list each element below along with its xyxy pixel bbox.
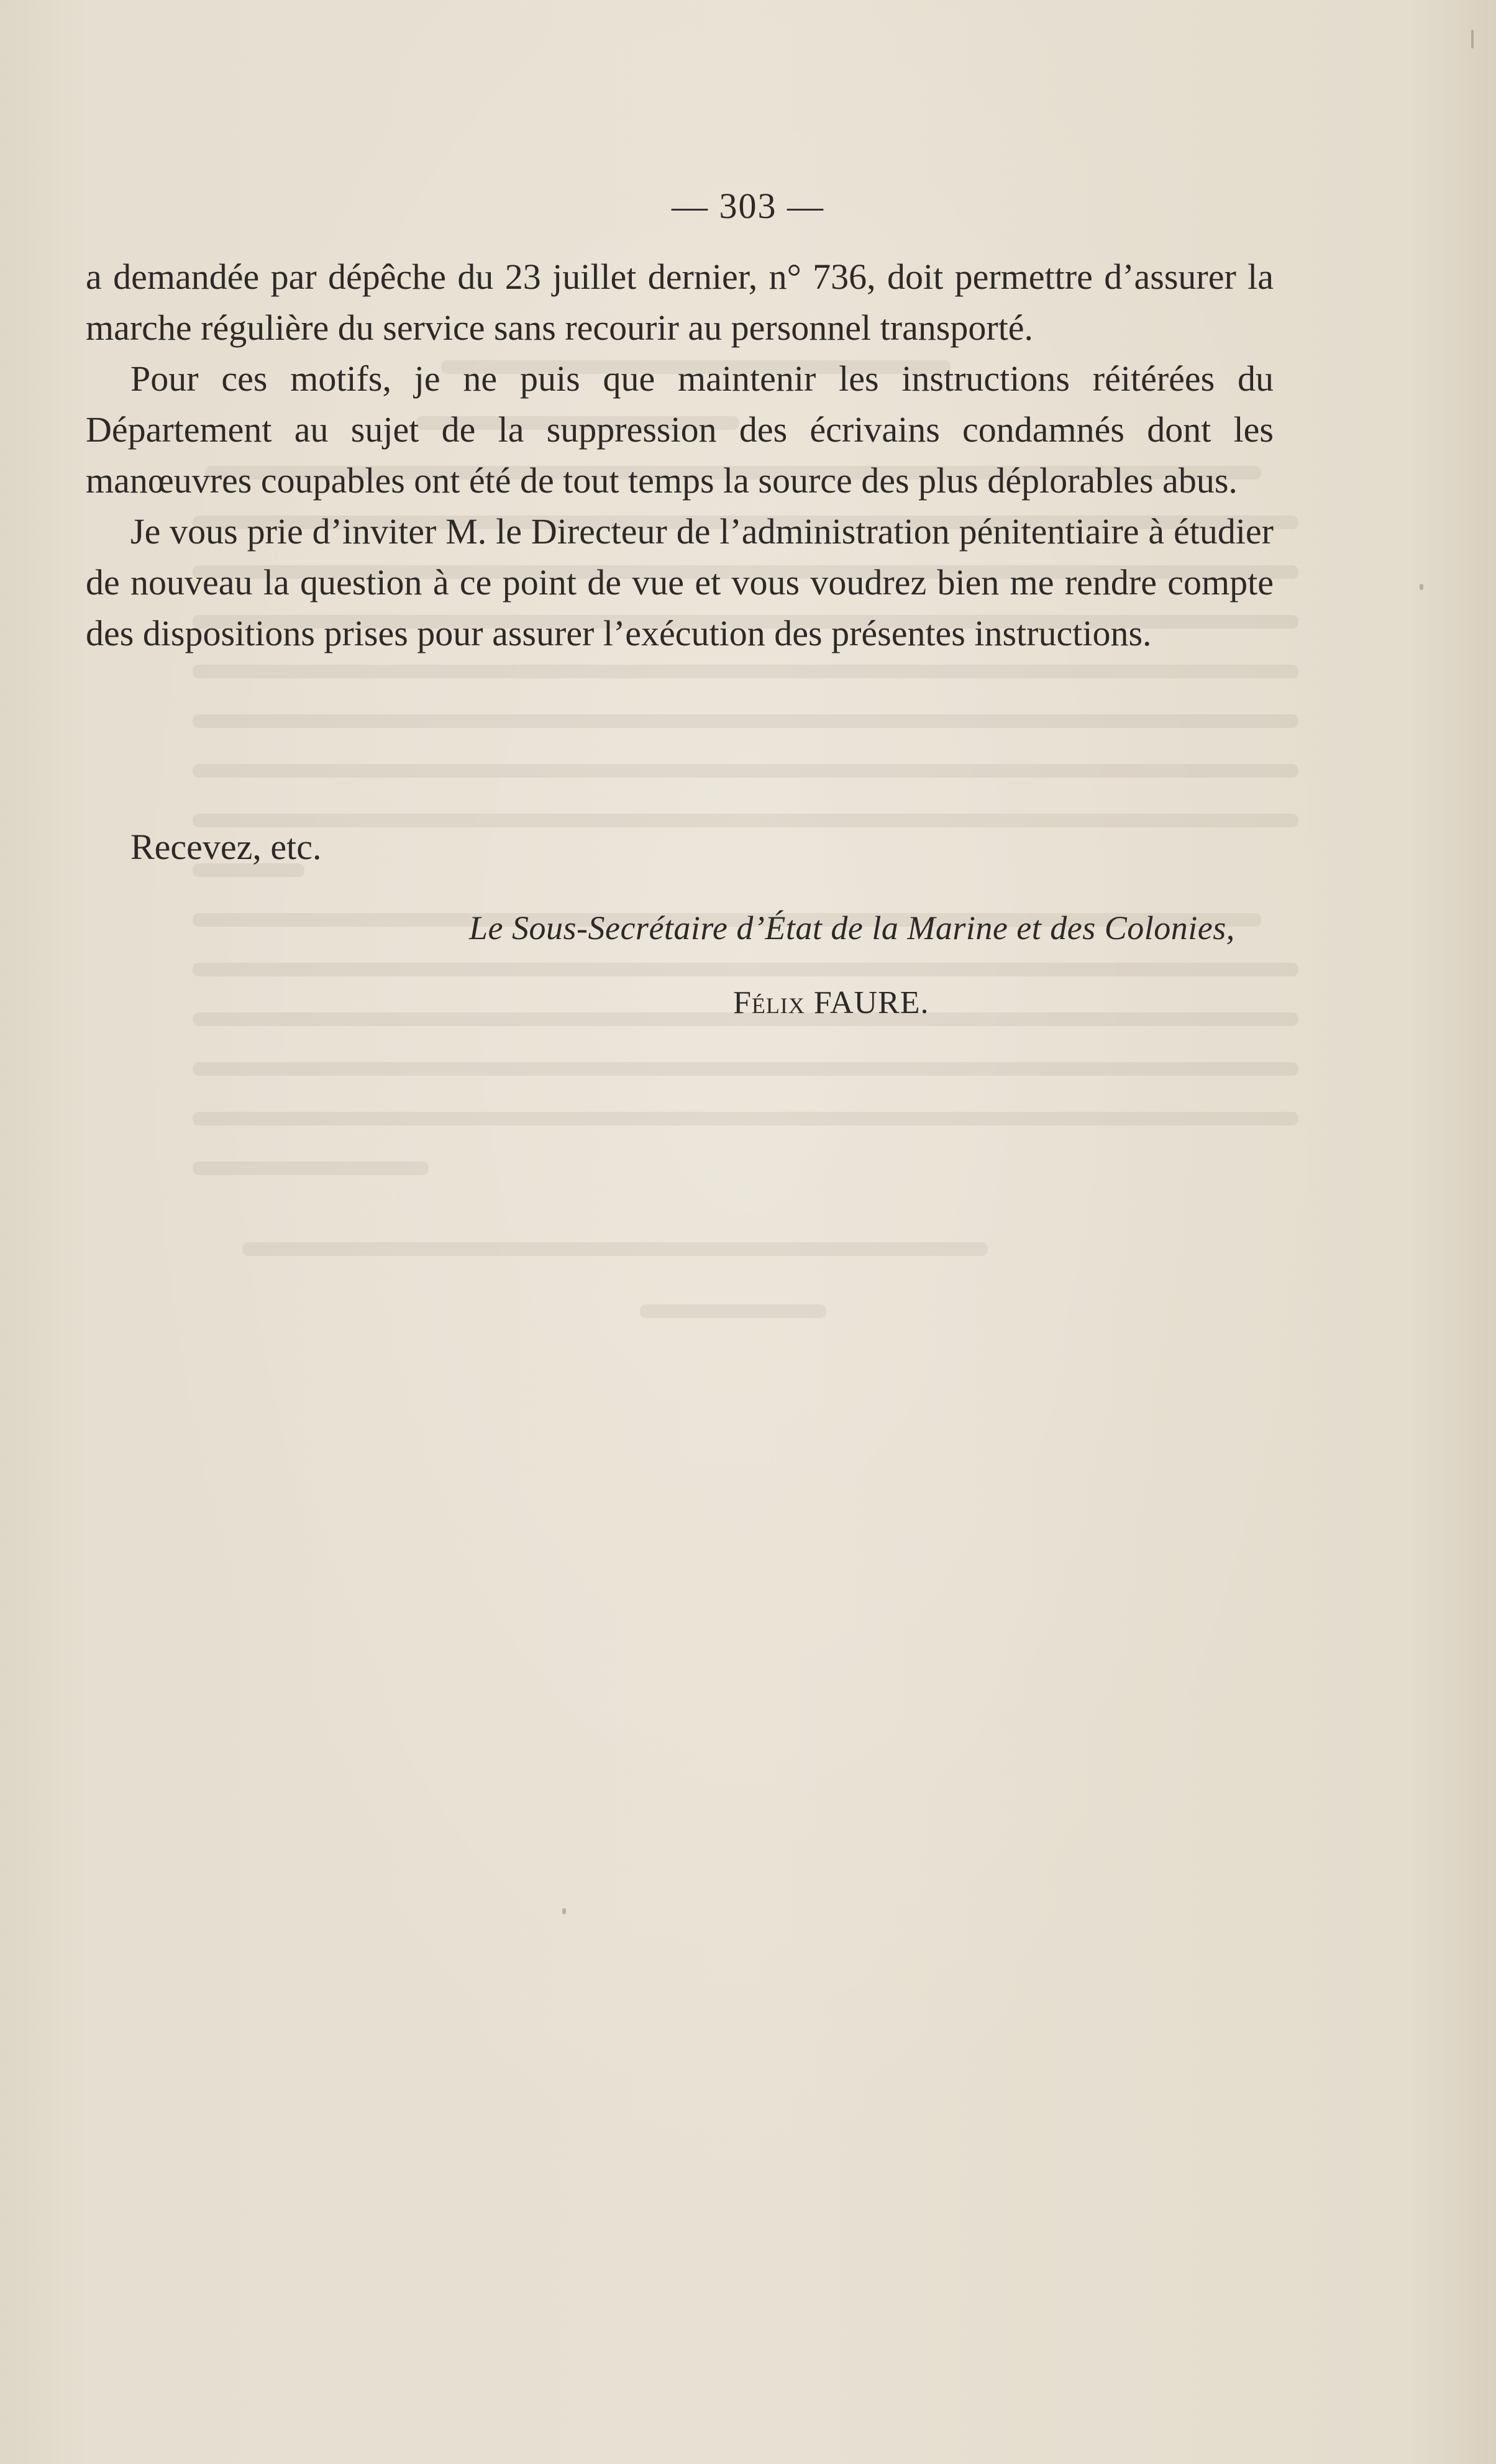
closing-formula: Recevez, etc. xyxy=(130,827,322,867)
paper-speck xyxy=(1420,584,1423,590)
paper-speck xyxy=(562,1908,566,1914)
paragraph-instructions: Je vous prie d’inviter M. le Directeur de l’administration pénitentiaire à étudier de nouveau la question à ce point de vue et vous voudrez bien me rendre compte des dispositions prises pour assurer l’exécution des présentes instructions. xyxy=(86,511,1274,653)
page-number: — 303 — xyxy=(672,186,824,226)
paragraph-motifs: Pour ces motifs, je ne puis que maintenir les instructions réitérées du Département au sujet de la suppression des écrivains condamnés dont les manœuvres coupables ont été de tout temps la source des plus déplorables abus. xyxy=(86,358,1274,501)
paper-speck xyxy=(1471,30,1474,48)
letter-body xyxy=(86,252,1274,659)
signatory-name xyxy=(733,984,929,1021)
signatory-title: Le Sous-Secrétaire d’État de la Marine et des Colonies, xyxy=(469,909,1235,947)
signatory-first-name: Félix xyxy=(733,985,805,1021)
paragraph-continuation: a demandée par dépêche du 23 juillet dernier, n° 736, doit permettre d’assurer la marche régulière du service sans recourir au personnel transporté. xyxy=(86,257,1274,348)
signatory-last-name: FAURE. xyxy=(813,985,929,1021)
